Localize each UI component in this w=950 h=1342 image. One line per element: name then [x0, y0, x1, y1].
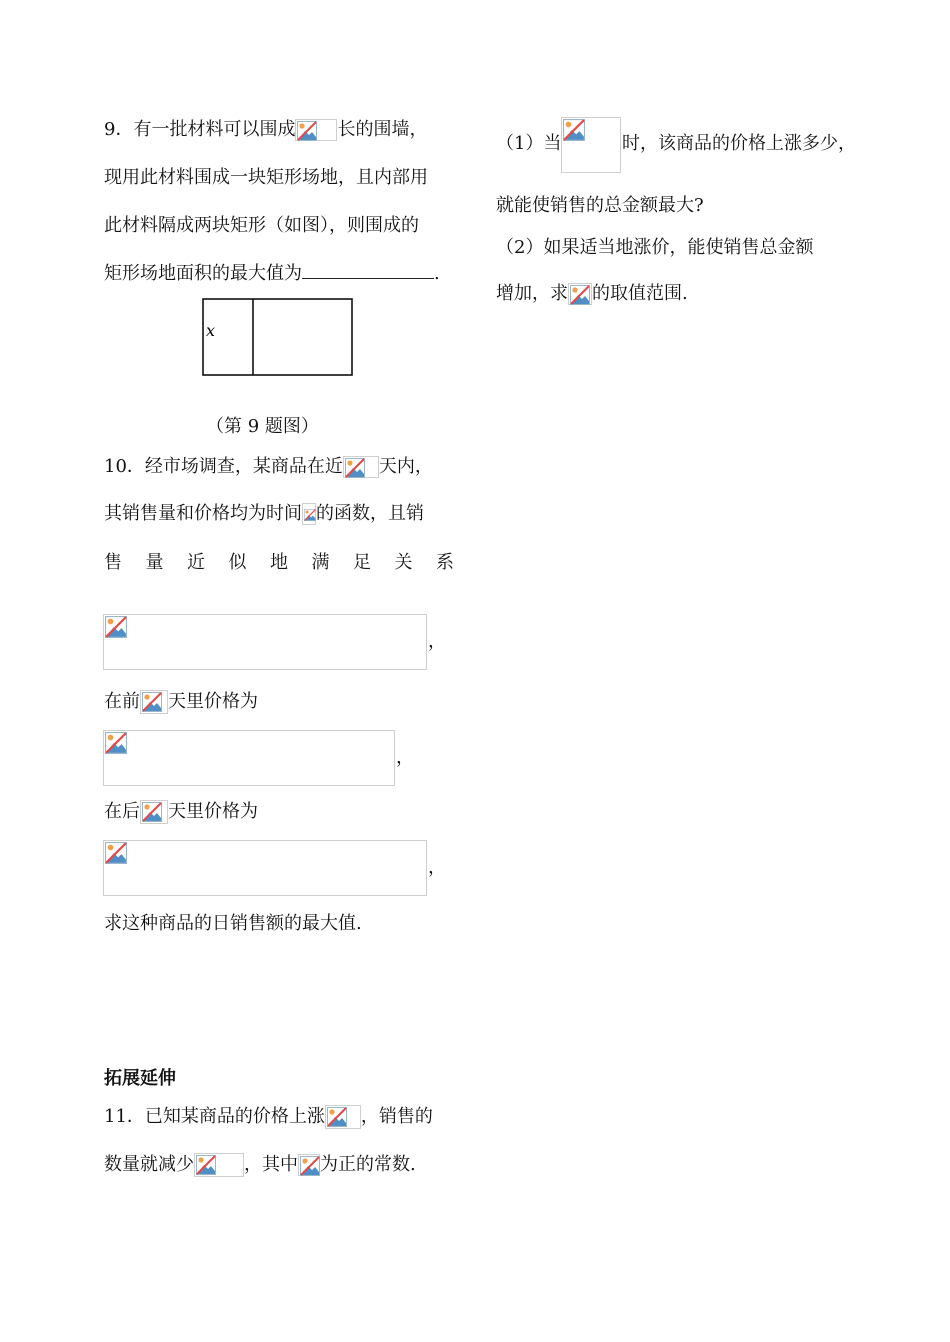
- q9-line-1: [104, 118, 427, 142]
- front-price-formula-image: [103, 730, 395, 786]
- q10-back-line: [104, 800, 258, 824]
- part2-line-1: （2）如果适当地涨价，能使销售总金额: [496, 237, 814, 258]
- q10-text: 天里价格为: [168, 691, 258, 712]
- formula-image-icon: [194, 1153, 244, 1177]
- q10-char: 系: [436, 552, 454, 573]
- q10-text: 其销售量和价格均为时间: [104, 503, 302, 524]
- part2-text: 增加，求: [496, 283, 568, 304]
- condition-formula-image: [561, 117, 621, 173]
- formula-image-icon: [298, 1154, 320, 1176]
- q11-text: ，其中: [244, 1154, 298, 1175]
- q10-text: 10．经市场调查，某商品在近: [104, 456, 343, 477]
- formula-image-icon: [140, 800, 168, 824]
- q10-char: 似: [228, 552, 247, 573]
- q9-line-4: [104, 260, 440, 286]
- q9-line-2: 现用此材料围成一块矩形场地，且内部用: [104, 167, 428, 188]
- q10-text: 天里价格为: [168, 801, 258, 822]
- comma: ，: [428, 857, 446, 878]
- q10-line-3: [104, 551, 454, 575]
- q11-line-1: [104, 1105, 433, 1129]
- q10-text: 在前: [104, 691, 140, 712]
- q10-front-line: [104, 690, 258, 714]
- answer-blank: [302, 260, 434, 279]
- part1-line-1: [496, 132, 561, 156]
- q9-text: 9．有一批材料可以围成: [104, 119, 296, 140]
- q10-char: 满: [311, 552, 330, 573]
- q11-text: 11．已知某商品的价格上涨: [104, 1106, 325, 1127]
- q9-figure: [202, 298, 354, 378]
- part1-text: （1）当: [496, 133, 562, 154]
- q11-line-2: [104, 1153, 416, 1177]
- q10-text: 天内，: [378, 456, 433, 477]
- formula-image-icon: [295, 119, 337, 141]
- formula-image-icon: [568, 283, 592, 305]
- q10-char: 足: [353, 552, 371, 573]
- q10-text: 在后: [104, 801, 140, 822]
- q10-char: 地: [270, 552, 288, 573]
- outer-rectangle: [203, 299, 352, 375]
- formula-image-icon: [140, 690, 168, 714]
- part1-line-1-cont: 时，该商品的价格上涨多少，: [622, 133, 856, 154]
- section-heading: 拓展延伸: [104, 1068, 176, 1089]
- q9-text: 长的围墙，: [337, 119, 428, 140]
- q9-text: 矩形场地面积的最大值为: [104, 263, 302, 284]
- q11-text: 数量就减少: [104, 1154, 194, 1175]
- part1-line-2: 就能使销售的总金额最大?: [496, 195, 704, 216]
- formula-image-icon: [325, 1105, 361, 1129]
- q9-caption: （第 9 题图）: [206, 416, 319, 437]
- q9-text: .: [434, 263, 440, 284]
- formula-image-icon: [343, 456, 379, 478]
- formula-image-icon: [302, 503, 316, 525]
- part2-line-2: [496, 282, 688, 306]
- q10-text: 的函数，且销: [316, 503, 424, 524]
- q11-text: 为正的常数.: [320, 1154, 416, 1175]
- figure-variable-x: x: [206, 321, 216, 340]
- q10-char: 近: [187, 552, 205, 573]
- q10-line-2: [104, 502, 424, 526]
- q10-char: 售: [104, 552, 122, 573]
- q10-char: 关: [394, 552, 413, 573]
- q10-line-1: [104, 455, 433, 479]
- part2-text: 的取值范围.: [592, 283, 688, 304]
- sales-formula-image: [103, 614, 427, 670]
- back-price-formula-image: [103, 840, 427, 896]
- q10-final-line: 求这种商品的日销售额的最大值.: [104, 913, 362, 934]
- comma: ，: [396, 747, 414, 768]
- q11-text: ，销售的: [360, 1106, 433, 1127]
- q9-line-3: 此材料隔成两块矩形（如图），则围成的: [104, 215, 419, 236]
- q10-char: 量: [145, 552, 164, 573]
- comma: ，: [428, 631, 446, 652]
